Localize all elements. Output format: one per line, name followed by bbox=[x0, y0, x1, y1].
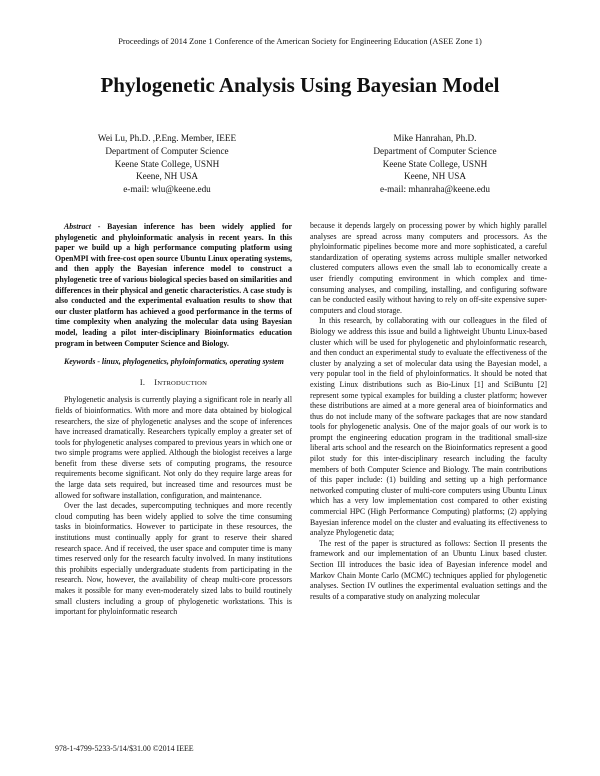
author-name: Wei Lu, Ph.D. ,P.Eng. Member, IEEE bbox=[97, 133, 237, 143]
author-school: Keene State College, USNH bbox=[382, 158, 488, 169]
left-column bbox=[55, 222, 292, 618]
paragraph: The rest of the paper is structured as follows: Section II presents the framework and our implementation of an Ubuntu Linux based cluster. Section III introduces the basic idea of Bayesian inference model and Markov Chain Monte Carlo (MCMC) techniques applied for phylogenetic analyses. Section IV outlines the experimental evaluation settings and the results of a comparative study on analyzing molecular bbox=[310, 538, 547, 601]
section-heading-introduction bbox=[55, 378, 292, 390]
paper-title: Phylogenetic Analysis Using Bayesian Model bbox=[100, 73, 500, 97]
author-email: e-mail: wlu@keene.edu bbox=[123, 184, 211, 195]
paragraph: In this research, by collaborating with our colleagues in the filed of Biology we address this issue and build a lightweight Ubuntu Linux-based cluster which will be used for phylogenetic and phyloinformatic research, and then conduct an experimental study to evaluate the effectiveness of the cluster by analyzing a set of molecular data using the Bayesian model, a very popular tool in the field of phyloinformatics. It should be noted that existing Linux distributions such as Bio-Linux [1] and SciBuntu [2] represent some typical examples for building a cluster platform; however these distributions are aimed at a more general area of bioinformatics and thus do not include many of the software packages that are now standard tools for phylogenetic analysis. One of the major goals of our work is to prompt the engineering education program in the traditional small-size liberal arts school and the research on the Bioinformatics represent a good pilot study for this inter-disciplinary research including the faculty members of both Computer Science and Biology. The main contributions of this paper include: (1) building and setting up a high performance networked computing cluster of multi-core computers using Ubuntu Linux which has a very low implementation cost compared to other existing commercial HPC (High Performance Computing) platforms; (2) applying Bayesian inference model on the cluster and evaluating its effectiveness to analyze Phylogenetic data; bbox=[310, 316, 547, 538]
author-school: Keene State College, USNH bbox=[114, 158, 220, 169]
author-email: e-mail: mhanraha@keene.edu bbox=[380, 184, 490, 195]
keywords: Keywords - linux, phylogenetics, phyloinformatics, operating system bbox=[64, 357, 284, 367]
author-location: Keene, NH USA bbox=[135, 171, 198, 182]
section-title-rest: NTRODUCTION bbox=[157, 379, 208, 387]
right-column bbox=[310, 221, 547, 602]
abstract-text: - Bayesian inference has been widely applied for phylogenetic and phyloinformatic analysis in recent years. In this paper we build up a high performance computing platform using OpenMPI with free-cost open source Ubuntu Linux operating systems, and then apply the Bayesian inference model to construct a phylogenetic tree of various biological species based on similarities and differences in their physical and genetic characteristics. A case study is also conducted and the experimental evaluation results to show that our cluster platform has achieved a good performance in the terms of time complexity when analyzing the molecular data using Bayesian model, leading a pilot inter-disciplinary Bioinformatics education program in between Computer Science and Biology. bbox=[55, 222, 292, 348]
author-block-1 bbox=[42, 132, 292, 196]
author-department: Department of Computer Science bbox=[373, 145, 497, 156]
paragraph: Over the last decades, supercomputing techniques and more recently cloud computing has been widely applied to solve the time consuming tasks in bioinformatics. However to participate in these resources, the institutions must continually apply for grant to reserve their shared research space. And if received, the user space and computer time is many times reserved only for the research faculty involved. In many institutions this prohibits especially undergraduate students from participating in the research. Now, however, the availability of cheap multi-core processors makes it possible for many even-moderately sized labs to build routinely small clusters including a group of phylogenetic workstations. This is important for phyloinformatic research bbox=[55, 501, 292, 617]
abstract bbox=[55, 222, 292, 349]
author-name: Mike Hanrahan, Ph.D. bbox=[393, 133, 477, 143]
abstract-label: Abstract bbox=[64, 222, 92, 231]
paragraph: Phylogenetic analysis is currently playing a significant role in nearly all fields of bioinformatics. With more and more data obtained by biological researchers, the size of phylogenetic analyses and the scope of inferences have increased dramatically. Researchers typically employ a greater set of tools for phylogenetic analyses compared to previous years in which one or two simple programs were applied. Although the biologist receives a large benefit from these diverse sets of computing programs, the resource requirements become significant. Not only do they require large areas for the large data sets required, but increased time and resources must be allowed for software installation, configuration, and maintenance. bbox=[55, 395, 292, 500]
section-number: I. bbox=[139, 377, 146, 387]
conference-header: Proceedings of 2014 Zone 1 Conference of the American Society for Engineering Education (ASEE Zone 1) bbox=[118, 37, 482, 46]
copyright-footer: 978-1-4799-5233-5/14/$31.00 ©2014 IEEE bbox=[55, 744, 194, 753]
author-department: Department of Computer Science bbox=[105, 145, 229, 156]
author-location: Keene, NH USA bbox=[403, 171, 466, 182]
paragraph: because it depends largely on processing power by which highly parallel analyses are spread across many computers and processors. As the phyloinformatic pipelines become more and more sophisticated, a careful standardization of operating systems across multiple smaller networked clustered computers allows even the small lab to economically create a user friendly computing environment in which complex and time-consuming analyses, and compiling, installing, and configuring software can be conducted easily without having to rely on off-site expensive super-computers and cloud storage. bbox=[310, 221, 547, 315]
author-block-2 bbox=[310, 132, 560, 196]
section-title-initial: I bbox=[154, 377, 158, 387]
